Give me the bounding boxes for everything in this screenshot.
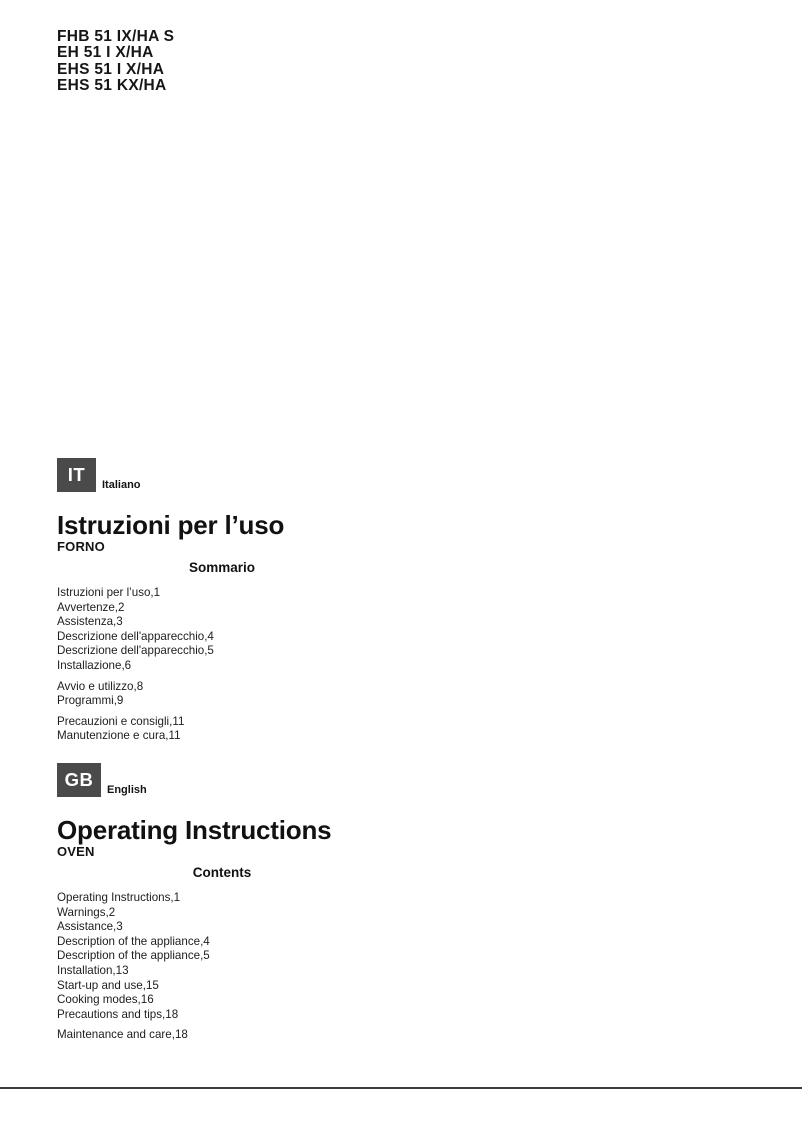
toc-entry[interactable]: Descrizione dell'apparecchio,5	[57, 644, 214, 658]
toc-entry[interactable]: Cooking modes,16	[57, 993, 154, 1007]
language-section-english	[57, 763, 757, 1043]
toc-list-italian	[57, 586, 757, 744]
language-name-italian: Italiano	[102, 479, 141, 491]
language-name-english: English	[107, 784, 147, 796]
appliance-type-english: OVEN	[57, 844, 95, 859]
toc-entry[interactable]: Assistenza,3	[57, 615, 123, 629]
toc-entry[interactable]: Description of the appliance,5	[57, 949, 210, 963]
model-number: EHS 51 KX/HA	[57, 77, 167, 95]
toc-entry[interactable]: Description of the appliance,4	[57, 934, 210, 948]
toc-list-english	[57, 891, 757, 1043]
document-title-italian: Istruzioni per l’uso	[57, 510, 285, 540]
toc-entry[interactable]: Precautions and tips,18	[57, 1007, 179, 1021]
toc-entry[interactable]: Maintenance and care,18	[57, 1028, 188, 1042]
toc-entry[interactable]: Start-up and use,15	[57, 978, 159, 992]
toc-entry[interactable]: Installation,13	[57, 963, 129, 977]
language-header-italian	[57, 458, 757, 492]
language-badge-it: IT	[57, 458, 96, 492]
toc-entry[interactable]: Istruzioni per l’uso,1	[57, 586, 161, 599]
toc-entry[interactable]: Avvio e utilizzo,8	[57, 679, 144, 693]
toc-entry[interactable]: Installazione,6	[57, 658, 132, 672]
model-number: EH 51 I X/HA	[57, 44, 154, 62]
toc-entry[interactable]: Programmi,9	[57, 694, 124, 708]
language-section-italian	[57, 458, 757, 744]
toc-entry[interactable]: Avvertenze,2	[57, 600, 125, 614]
toc-entry[interactable]: Manutenzione e cura,11	[57, 729, 181, 743]
toc-entry[interactable]: Precauzioni e consigli,11	[57, 714, 185, 728]
toc-entry[interactable]: Assistance,3	[57, 920, 123, 934]
toc-heading-english: Contents	[192, 865, 252, 880]
model-number: EHS 51 I X/HA	[57, 60, 165, 78]
toc-heading-italian: Sommario	[188, 560, 256, 575]
language-badge-gb: GB	[57, 763, 101, 797]
toc-entry[interactable]: Warnings,2	[57, 905, 116, 919]
appliance-type-italian: FORNO	[57, 539, 105, 554]
document-title-english: Operating Instructions	[57, 815, 332, 845]
toc-entry[interactable]: Descrizione dell'apparecchio,4	[57, 629, 214, 643]
language-header-english	[57, 763, 757, 797]
model-number-list	[57, 29, 174, 95]
toc-entry[interactable]: Operating Instructions,1	[57, 891, 181, 904]
footer-divider	[0, 1087, 802, 1089]
model-number: FHB 51 IX/HA S	[57, 28, 175, 45]
